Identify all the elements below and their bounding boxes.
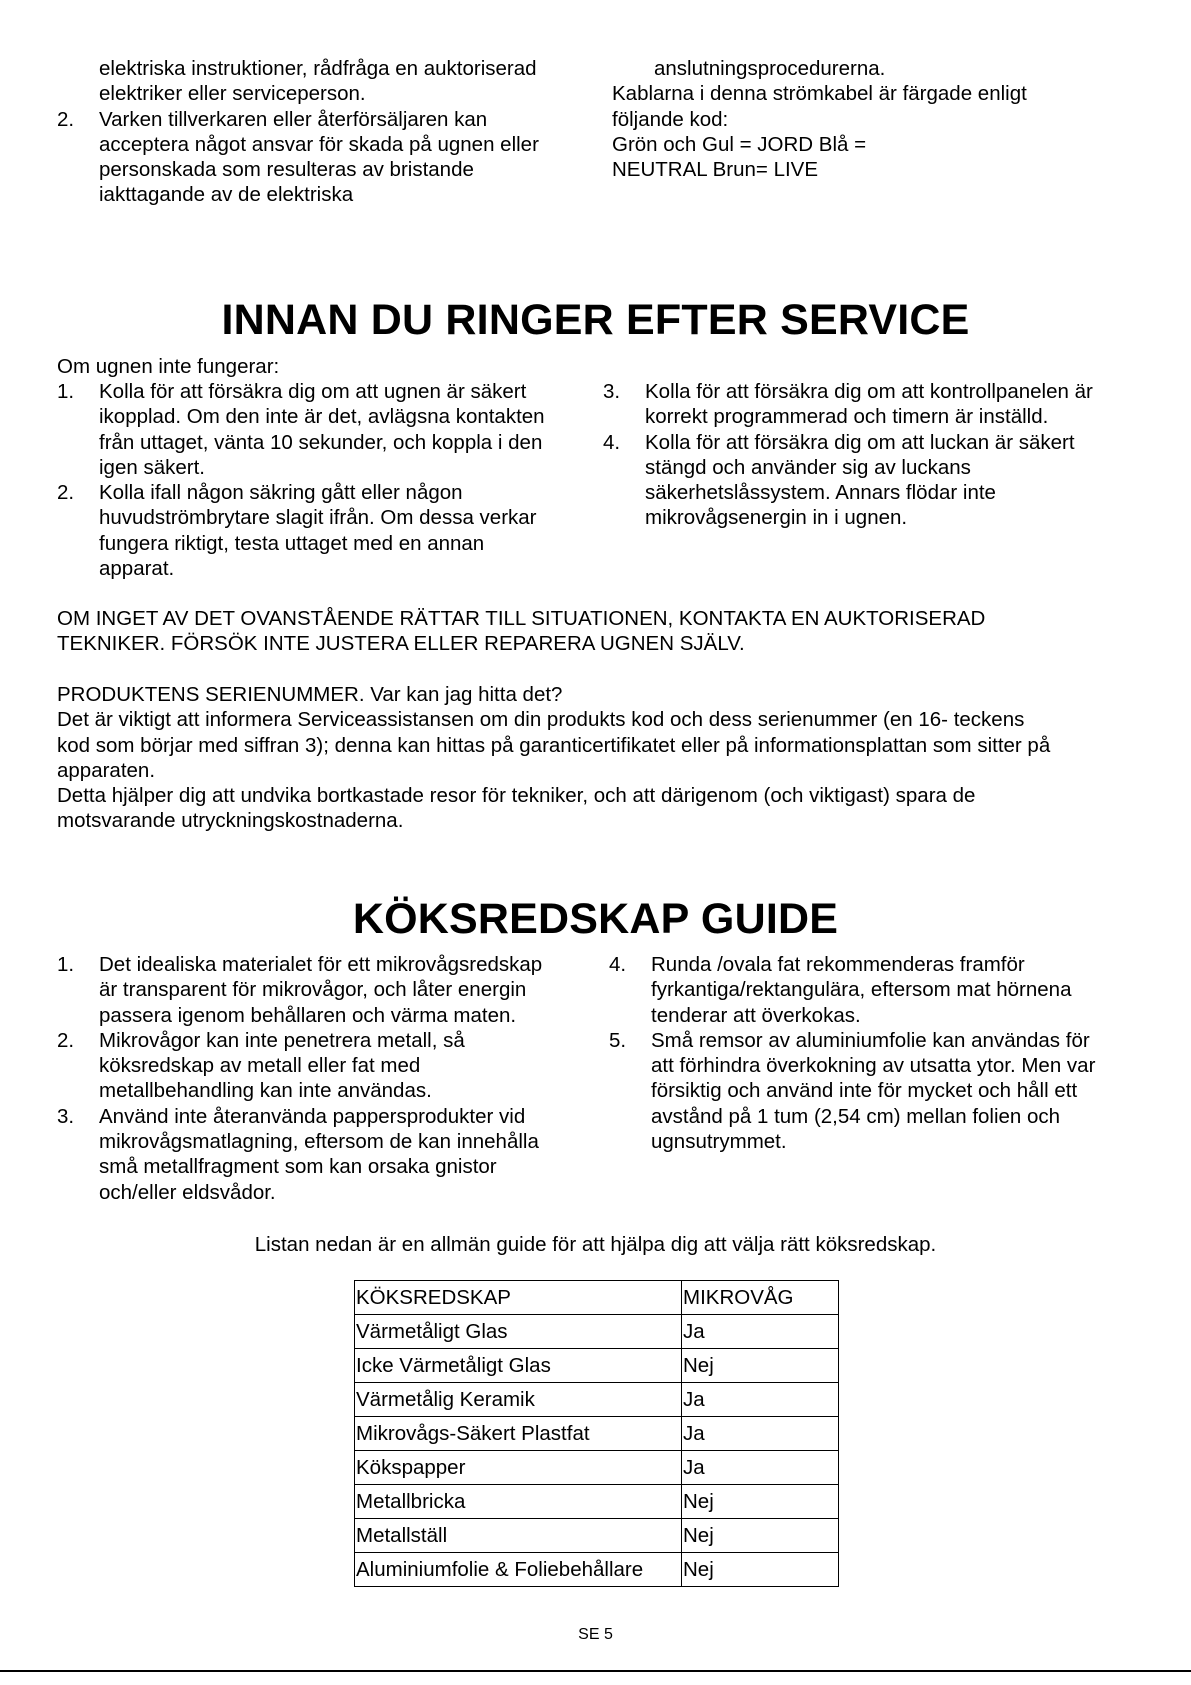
text-line: Använd inte återanvända pappersprodukter vid bbox=[99, 1104, 526, 1128]
table-cell-microwave: Ja bbox=[682, 1383, 839, 1417]
text-line: personskada som resulteras av bristande bbox=[99, 158, 474, 182]
guide-heading: KÖKSREDSKAP GUIDE bbox=[352, 895, 839, 943]
text-line: apparat. bbox=[99, 557, 175, 581]
table-cell-cookware: Kökspapper bbox=[355, 1451, 682, 1485]
text-line: små metallfragment som kan orsaka gnistor bbox=[99, 1155, 497, 1179]
list-item bbox=[57, 952, 617, 1028]
list-item bbox=[57, 1028, 617, 1104]
text-line: försiktig och använd inte för mycket och håll ett bbox=[651, 1079, 1078, 1103]
list-item bbox=[603, 430, 1163, 531]
text-line: TEKNIKER. FÖRSÖK INTE JUSTERA ELLER REPARERA UGNEN SJÄLV. bbox=[57, 632, 745, 656]
text-line: iakttagande av de elektriska bbox=[99, 183, 354, 207]
table-cell-microwave: Ja bbox=[682, 1417, 839, 1451]
cookware-table bbox=[354, 1280, 839, 1587]
text-line: OM INGET AV DET OVANSTÅENDE RÄTTAR TILL SITUATIONEN, KONTAKTA EN AUKTORISERAD bbox=[57, 607, 986, 630]
table-row bbox=[355, 1553, 839, 1587]
list-item bbox=[57, 480, 607, 581]
text-line: mikrovågsenergin in i ugnen. bbox=[645, 506, 908, 530]
table-cell-cookware: Icke Värmetåligt Glas bbox=[355, 1349, 682, 1383]
text-line: avstånd på 1 tum (2,54 cm) mellan folien och bbox=[651, 1104, 1061, 1128]
text-line: stängd och använder sig av luckans bbox=[645, 455, 971, 479]
table-cell-cookware: Aluminiumfolie & Foliebehållare bbox=[355, 1553, 682, 1587]
text-line: Kablarna i denna strömkabel är färgade enligt bbox=[612, 82, 1027, 106]
service-right-column bbox=[603, 379, 1163, 531]
text-line: anslutningsprocedurerna. bbox=[654, 57, 886, 80]
item-number: 4. bbox=[603, 430, 621, 454]
text-line: mikrovågsmatlagning, eftersom de kan innehålla bbox=[99, 1130, 539, 1154]
table-row bbox=[355, 1349, 839, 1383]
text-line: korrekt programmerad och timern är inställd. bbox=[645, 405, 1049, 429]
item-number: 1. bbox=[57, 380, 75, 403]
text-line: apparaten. bbox=[57, 758, 156, 782]
table-cell-cookware: Värmetåligt Glas bbox=[355, 1315, 682, 1349]
text-line: och/eller eldsvådor. bbox=[99, 1180, 276, 1204]
column-header-cookware: KÖKSREDSKAP bbox=[355, 1281, 682, 1315]
text-line: passera igenom behållaren och värma maten. bbox=[99, 1003, 517, 1027]
table-cell-microwave: Nej bbox=[682, 1485, 839, 1519]
item-number: 2. bbox=[57, 481, 75, 505]
item-number: 4. bbox=[609, 953, 627, 976]
table-cell-cookware: Värmetålig Keramik bbox=[355, 1383, 682, 1417]
text-line: Det idealiska materialet för ett mikrovågsredskap bbox=[99, 953, 543, 976]
text-line: Små remsor av aluminiumfolie kan användas för bbox=[651, 1028, 1090, 1052]
table-cell-cookware: Metallbricka bbox=[355, 1485, 682, 1519]
text-line: ugnsutrymmet. bbox=[651, 1130, 787, 1154]
text-line: PRODUKTENS SERIENUMMER. Var kan jag hitta det? bbox=[57, 683, 563, 706]
top-right-column bbox=[612, 56, 1152, 182]
table-cell-microwave: Ja bbox=[682, 1315, 839, 1349]
item-number: 3. bbox=[603, 380, 621, 403]
list-item bbox=[609, 1028, 1169, 1154]
item-number: 2. bbox=[57, 1028, 75, 1052]
table-cell-cookware: Metallställ bbox=[355, 1519, 682, 1553]
table-cell-microwave: Nej bbox=[682, 1519, 839, 1553]
page-number: SE 5 bbox=[578, 1626, 613, 1643]
table-cell-microwave: Nej bbox=[682, 1349, 839, 1383]
item-number: 5. bbox=[609, 1028, 627, 1052]
list-item bbox=[57, 107, 597, 208]
text-line: Det är viktigt att informera Serviceassistansen om din produkts kod och dess serienummer (en 16- teckens bbox=[57, 708, 1025, 732]
text-line: följande kod: bbox=[612, 107, 729, 131]
table-cell-cookware: Mikrovågs-Säkert Plastfat bbox=[355, 1417, 682, 1451]
text-line: huvudströmbrytare slagit ifrån. Om dessa verkar bbox=[99, 506, 537, 530]
text-line: metallbehandling kan inte användas. bbox=[99, 1079, 432, 1103]
text-line: kod som börjar med siffran 3); denna kan hittas på garanticertifikatet eller på informationsplattan som sitter på bbox=[57, 733, 1051, 757]
table-row bbox=[355, 1451, 839, 1485]
table-row bbox=[355, 1315, 839, 1349]
text-line: Grön och Gul = JORD Blå = bbox=[612, 132, 867, 156]
text-line: ikopplad. Om den inte är det, avlägsna kontakten bbox=[99, 405, 545, 429]
text-line: fyrkantiga/rektangulära, eftersom mat hörnena bbox=[651, 978, 1072, 1002]
item-number: 1. bbox=[57, 953, 75, 976]
list-item bbox=[57, 379, 607, 480]
text-line: fungera riktigt, testa uttaget med en annan bbox=[99, 531, 485, 555]
text-line: Varken tillverkaren eller återförsäljaren kan bbox=[99, 107, 488, 131]
guide-left-column bbox=[57, 952, 617, 1205]
serial-number-paragraph bbox=[57, 682, 1167, 834]
guide-right-column bbox=[609, 952, 1169, 1154]
text-line: tenderar att överkokas. bbox=[651, 1003, 861, 1027]
text-line: Mikrovågor kan inte penetrera metall, så bbox=[99, 1028, 465, 1052]
table-row bbox=[355, 1519, 839, 1553]
text-line: acceptera något ansvar för skada på ugnen eller bbox=[99, 132, 539, 156]
page-bottom-rule bbox=[0, 1670, 1191, 1672]
text-line: köksredskap av metall eller fat med bbox=[99, 1054, 421, 1078]
item-number: 2. bbox=[57, 107, 75, 131]
service-left-column bbox=[57, 379, 607, 581]
text-line: Runda /ovala fat rekommenderas framför bbox=[651, 953, 1025, 976]
text-line: är transparent för mikrovågor, och låter energin bbox=[99, 978, 527, 1002]
table-row bbox=[355, 1383, 839, 1417]
text-line: elektriker eller serviceperson. bbox=[99, 82, 366, 106]
item-number: 3. bbox=[57, 1104, 75, 1128]
service-heading: INNAN DU RINGER EFTER SERVICE bbox=[221, 296, 970, 344]
table-cell-microwave: Ja bbox=[682, 1451, 839, 1485]
text-line: Kolla för att försäkra dig om att kontrollpanelen är bbox=[645, 380, 1093, 403]
text-line: motsvarande utryckningskostnaderna. bbox=[57, 809, 404, 833]
list-item bbox=[57, 1104, 617, 1205]
text-line: Detta hjälper dig att undvika bortkastade resor för tekniker, och att därigenom (och viktigast) spara de bbox=[57, 784, 976, 808]
table-cell-microwave: Nej bbox=[682, 1553, 839, 1587]
list-intro: Listan nedan är en allmän guide för att hjälpa dig att välja rätt köksredskap. bbox=[254, 1233, 937, 1256]
list-item bbox=[609, 952, 1169, 1028]
warning-paragraph bbox=[57, 606, 1157, 657]
service-intro: Om ugnen inte fungerar: bbox=[57, 355, 280, 378]
text-line: Kolla för att försäkra dig om att ugnen är säkert bbox=[99, 380, 527, 403]
table-row bbox=[355, 1485, 839, 1519]
text-line: säkerhetslåssystem. Annars flödar inte bbox=[645, 481, 996, 505]
table-header-row bbox=[355, 1281, 839, 1315]
text-line: Kolla för att försäkra dig om att luckan är säkert bbox=[645, 430, 1075, 454]
table-row bbox=[355, 1417, 839, 1451]
top-left-column bbox=[57, 56, 597, 208]
continued-item-1 bbox=[57, 56, 597, 107]
text-line: från uttaget, vänta 10 sekunder, och koppla i den bbox=[99, 430, 543, 454]
text-line: Kolla ifall någon säkring gått eller någon bbox=[99, 481, 463, 505]
text-line: elektriska instruktioner, rådfråga en auktoriserad bbox=[99, 57, 537, 80]
text-line: NEUTRAL Brun= LIVE bbox=[612, 158, 819, 182]
column-header-microwave: MIKROVÅG bbox=[682, 1281, 839, 1315]
list-item bbox=[603, 379, 1163, 430]
text-line: igen säkert. bbox=[99, 455, 205, 479]
text-line: att förhindra överkokning av utsatta ytor. Men var bbox=[651, 1054, 1096, 1078]
